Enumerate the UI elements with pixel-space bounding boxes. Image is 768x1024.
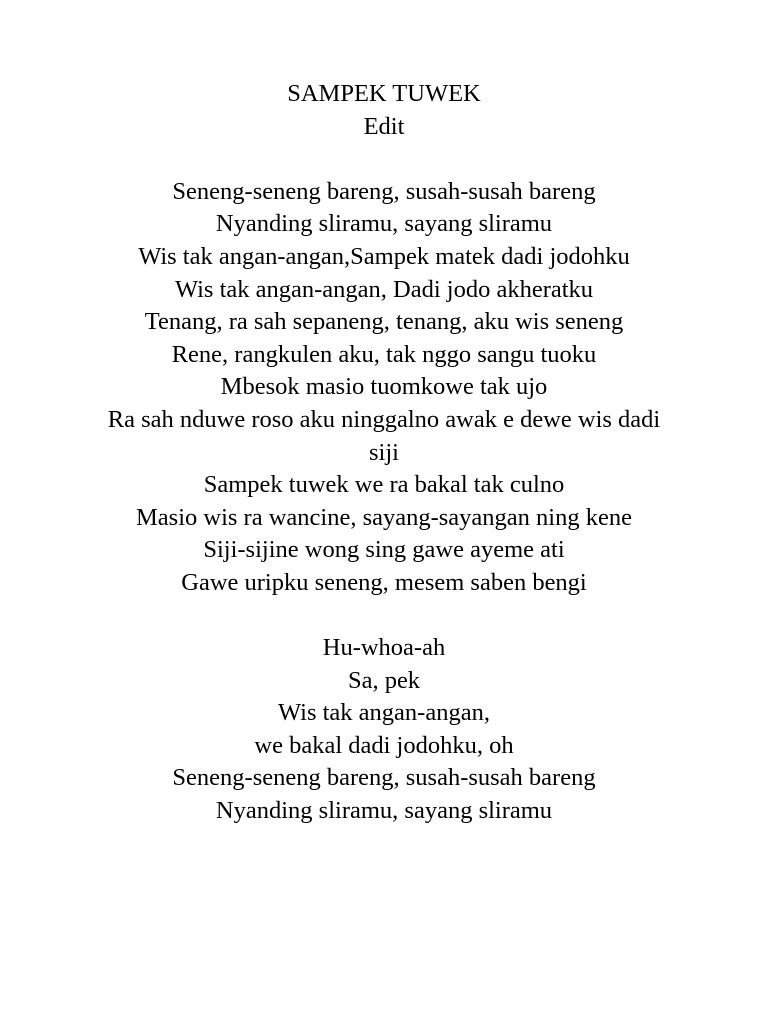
- blank-line: [0, 143, 768, 176]
- lyric-line: Wis tak angan-angan, Dadi jodo akheratku: [174, 275, 594, 303]
- lyric-line: Wis tak angan-angan,: [278, 699, 490, 727]
- lyric-line: Siji-sijine wong sing gawe ayeme ati: [203, 536, 565, 564]
- lyric-line: Gawe uripku seneng, mesem saben bengi: [181, 568, 587, 596]
- lyric-line: Nyanding sliramu, sayang sliramu: [215, 797, 553, 825]
- lyric-line: Tenang, ra sah sepaneng, tenang, aku wis seneng: [144, 308, 624, 336]
- blank-line: [0, 600, 768, 633]
- lyric-line: Wis tak angan-angan,Sampek matek dadi jodohku: [138, 242, 630, 270]
- lyric-line: Masio wis ra wancine, sayang-sayangan ning kene: [136, 503, 632, 531]
- lyric-line: we bakal dadi jodohku, oh: [254, 731, 514, 759]
- lyric-line: Rene, rangkulen aku, tak nggo sangu tuoku: [171, 340, 597, 368]
- song-title: SAMPEK TUWEK: [287, 80, 481, 107]
- lyric-line: Nyanding sliramu, sayang sliramu: [215, 210, 553, 238]
- lyric-line: Mbesok masio tuomkowe tak ujo: [220, 373, 548, 401]
- lyric-line: Seneng-seneng bareng, susah-susah bareng: [172, 764, 596, 792]
- lyric-line: Sampek tuwek we ra bakal tak culno: [203, 471, 565, 499]
- lyric-line: Seneng-seneng bareng, susah-susah bareng: [172, 177, 596, 205]
- lyric-line: Sa, pek: [347, 666, 421, 694]
- lyric-line: Hu-whoa-ah: [322, 634, 446, 662]
- edit-label: Edit: [363, 112, 405, 140]
- lyrics-body: [0, 78, 768, 828]
- lyric-line: Ra sah nduwe roso aku ninggalno awak e dewe wis dadi siji: [107, 405, 661, 466]
